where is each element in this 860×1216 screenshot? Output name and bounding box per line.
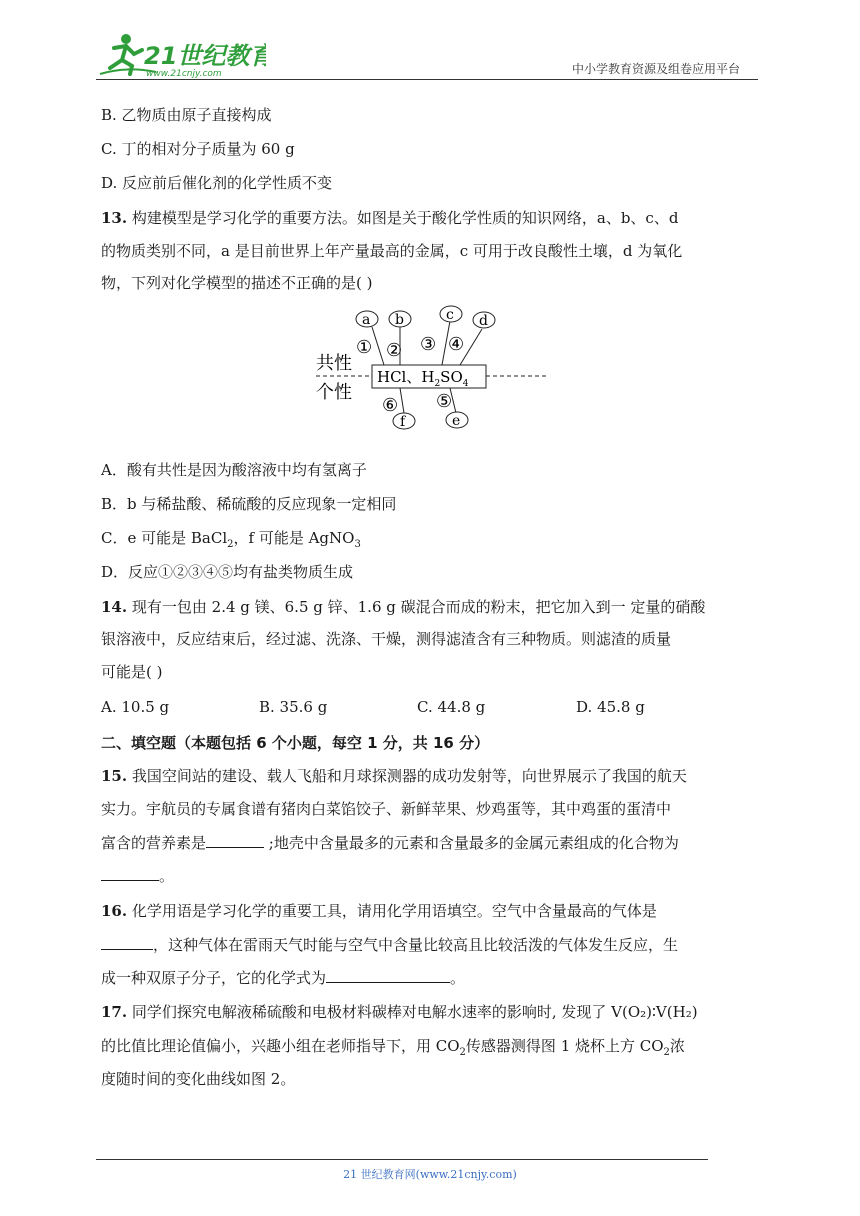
q13-option-b: B．b 与稀盐酸、稀硫酸的反应现象一定相同 [101,495,397,513]
q16-line-2: ，这种气体在雷雨天气时能与空气中含量比较高且比较活泼的气体发生反应，生 [101,935,678,955]
q17-number: 17. [101,1003,128,1021]
q12-option-d: D. 反应前后催化剂的化学性质不变 [101,174,333,192]
q17-line-3: 度随时间的变化曲线如图 2。 [101,1070,296,1088]
q13-number: 13. [101,209,128,227]
letter-b: b [395,312,404,328]
footer-text[interactable]: 21 世纪教育网(www.21cnjy.com) [343,1168,517,1181]
q15-line-2: 实力。宇航员的专属食谱有猪肉白菜馅饺子、新鲜苹果、炒鸡蛋等，其中鸡蛋的蛋清中 [101,800,672,818]
q15-line-3: 富含的营养素是 ;地壳中含量最多的元素和含量最多的金属元素组成的化合物为 [101,834,679,852]
q14-option-d: D. 45.8 g [576,698,645,716]
q12-option-b: B. 乙物质由原子直接构成 [101,106,272,124]
q14-line-1: 14. 现有一包由 2.4 g 镁、6.5 g 锌、1.6 g 碳混合而成的粉末，把它加入到一 定量的硝酸 [101,598,706,616]
q13-option-a: A．酸有共性是因为酸溶液中均有氢离子 [101,461,367,479]
acid-box-text: HCl、$H_2SO_4$ [377,368,469,389]
reaction-4: ④ [448,334,465,355]
reaction-1: ① [356,337,373,358]
reaction-3: ③ [420,334,437,355]
reaction-6: ⑥ [382,395,399,416]
acid-properties-diagram [300,303,550,433]
q15-number: 15. [101,767,128,785]
reaction-2: ② [386,340,403,361]
q15-line-1: 15. 我国空间站的建设、载人飞船和月球探测器的成功发射等，向世界展示了我国的航天 [101,767,687,785]
common-label: 共性 [316,353,352,374]
q17-line-2: 的比值比理论值偏小，兴趣小组在老师指导下，用 $CO_2$传感器测得图 1 烧杯上方 $CO_2$浓 [101,1037,685,1058]
q14-line-2: 银溶液中，反应结束后，经过滤、洗涤、干燥，测得滤渣含有三种物质。则滤渣的质量 [101,630,672,648]
section-title-fill-in: 二、填空题（本题包括 6 个小题，每空 1 分，共 16 分） [101,734,490,752]
q17-line-1: 17. 同学们探究电解液稀硫酸和电极材料碳棒对电解水速率的影响时, 发现了 V(O₂)∶V(H₂) [101,1003,698,1021]
letter-c: c [446,307,454,323]
letter-a: a [362,312,371,328]
individual-label: 个性 [316,382,352,403]
logo-text: 21世纪教育 [144,42,266,70]
site-logo [96,30,266,80]
q13-line-1: 13. 构建模型是学习化学的重要方法。如图是关于酸化学性质的知识网络，a、b、c、d [101,209,679,227]
q16-line-1: 16. 化学用语是学习化学的重要工具，请用化学用语填空。空气中含量最高的气体是 [101,902,657,920]
header-divider [96,79,758,80]
answer-blank[interactable] [206,833,264,848]
q14-number: 14. [101,598,128,616]
q14-option-a: A. 10.5 g [101,698,170,716]
letter-f: f [400,414,406,430]
q14-option-b: B. 35.6 g [259,698,328,716]
q14-line-3: 可能是( ) [101,663,163,681]
answer-blank[interactable] [101,935,153,950]
letter-e: e [452,413,461,429]
q12-option-c: C. 丁的相对分子质量为 60 g [101,140,295,158]
q15-line-4: 。 [101,866,174,886]
header-platform-text: 中小学教育资源及组卷应用平台 [572,62,741,76]
letter-d: d [479,313,488,329]
q13-line-3: 物，下列对化学模型的描述不正确的是( ) [101,274,373,292]
q14-option-c: C. 44.8 g [417,698,486,716]
answer-blank[interactable] [101,866,159,881]
logo-url: www.21cnjy.com [146,69,222,79]
footer-divider [96,1159,708,1160]
reaction-5: ⑤ [436,391,453,412]
q13-option-c: C．e 可能是 BaCl$_2$，f 可能是 AgNO$_3$ [101,529,361,550]
q13-option-d: D．反应①②③④⑤均有盐类物质生成 [101,563,354,581]
answer-blank[interactable] [326,968,450,983]
q16-number: 16. [101,902,128,920]
q13-line-2: 的物质类别不同，a 是目前世界上年产量最高的金属，c 可用于改良酸性土壤，d 为氧化 [101,242,683,260]
q16-line-3: 成一种双原子分子，它的化学式为 。 [101,969,466,987]
